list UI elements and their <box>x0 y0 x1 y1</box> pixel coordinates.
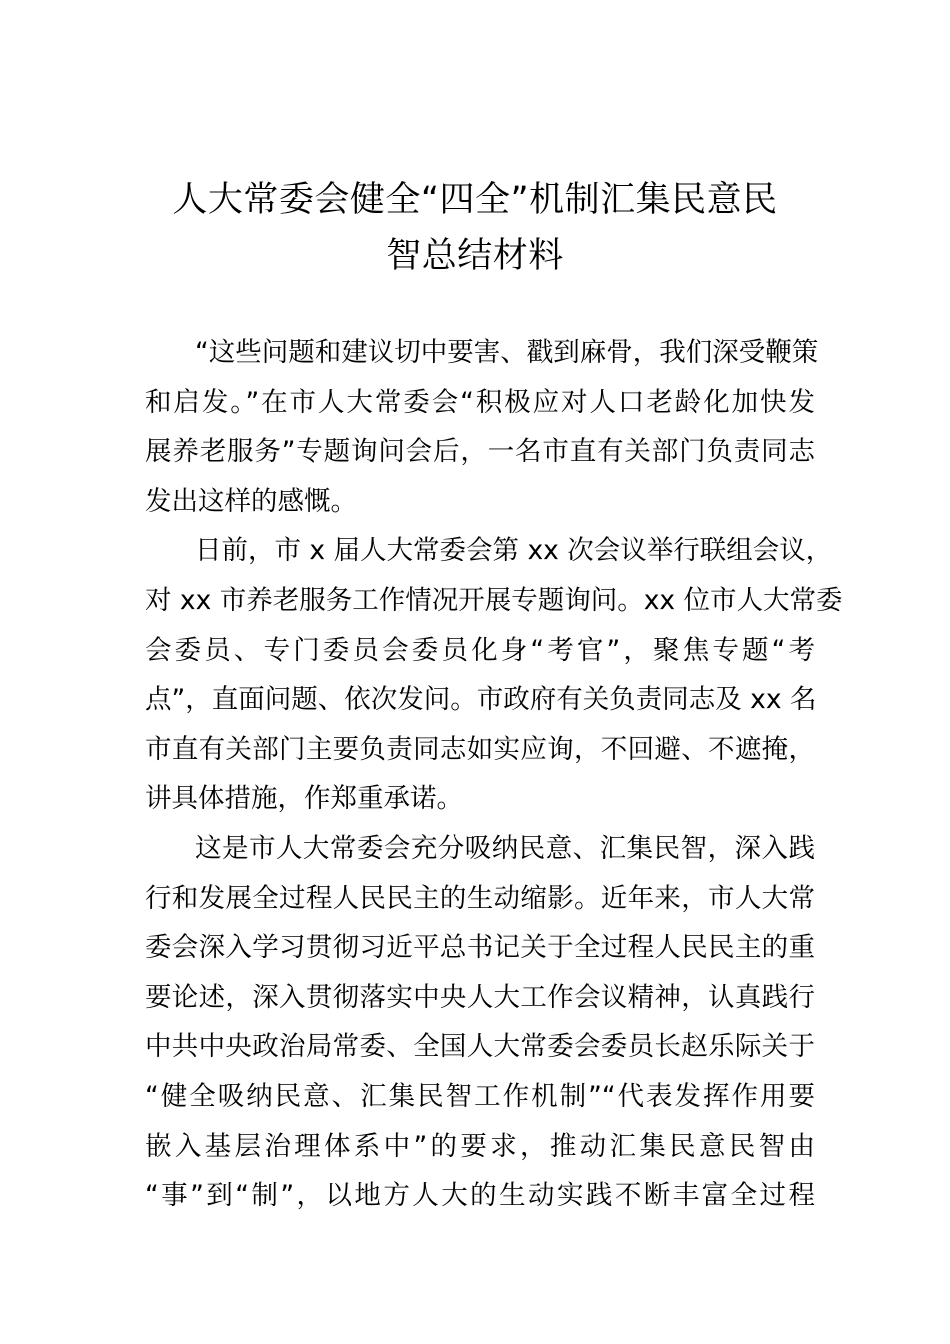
paragraph-line: 会委员、专门委员会委员化身“考官”，聚焦专题“考 <box>145 634 815 666</box>
document-title <box>130 172 820 284</box>
paragraph-line: 嵌入基层治理体系中”的要求，推动汇集民意民智由 <box>145 1130 815 1162</box>
paragraph-line: 这是市人大常委会充分吸纳民意、汇集民智，深入践 <box>195 832 815 864</box>
paragraph-line: 发出这样的感慨。 <box>145 485 357 517</box>
paragraph-line: 和启发。”在市人大常委会“积极应对人口老龄化加快发 <box>145 386 815 418</box>
paragraph-line: 展养老服务”专题询问会后，一名市直有关部门负责同志 <box>145 436 815 468</box>
paragraph-line: “事”到“制”，以地方人大的生动实践不断丰富全过程 <box>145 1180 815 1212</box>
paragraph-1 <box>145 328 819 526</box>
paragraph-line: 点”，直面问题、依次发问。市政府有关负责同志及 xx 名 <box>145 684 817 716</box>
paragraph-3 <box>145 824 815 1221</box>
title-line-1: 人大常委会健全“四全”机制汇集民意民 <box>172 180 778 220</box>
paragraph-line: 日前，市 x 届人大常委会第 xx 次会议举行联组会议， <box>195 535 833 567</box>
paragraph-line: 讲具体措施，作郑重承诺。 <box>145 783 463 815</box>
paragraph-line: 要论述，深入贯彻落实中央人大工作会议精神，认真践行 <box>145 981 815 1013</box>
paragraph-line: 对 xx 市养老服务工作情况开展专题询问。xx 位市人大常委 <box>145 584 843 616</box>
paragraph-line: “健全吸纳民意、汇集民智工作机制”“代表发挥作用要 <box>145 1080 815 1112</box>
paragraph-line: “这些问题和建议切中要害、戳到麻骨，我们深受鞭策 <box>195 337 819 368</box>
title-line-2: 智总结材料 <box>386 236 564 276</box>
paragraph-line: 市直有关部门主要负责同志如实应询，不回避、不遮掩， <box>145 733 815 765</box>
paragraph-line: 中共中央政治局常委、全国人大常委会委员长赵乐际关于 <box>145 1031 815 1063</box>
paragraph-2 <box>145 526 843 824</box>
document-body <box>145 328 843 1221</box>
paragraph-line: 行和发展全过程人民民主的生动缩影。近年来，市人大常 <box>145 882 815 914</box>
paragraph-line: 委会深入学习贯彻习近平总书记关于全过程人民民主的重 <box>145 932 815 964</box>
